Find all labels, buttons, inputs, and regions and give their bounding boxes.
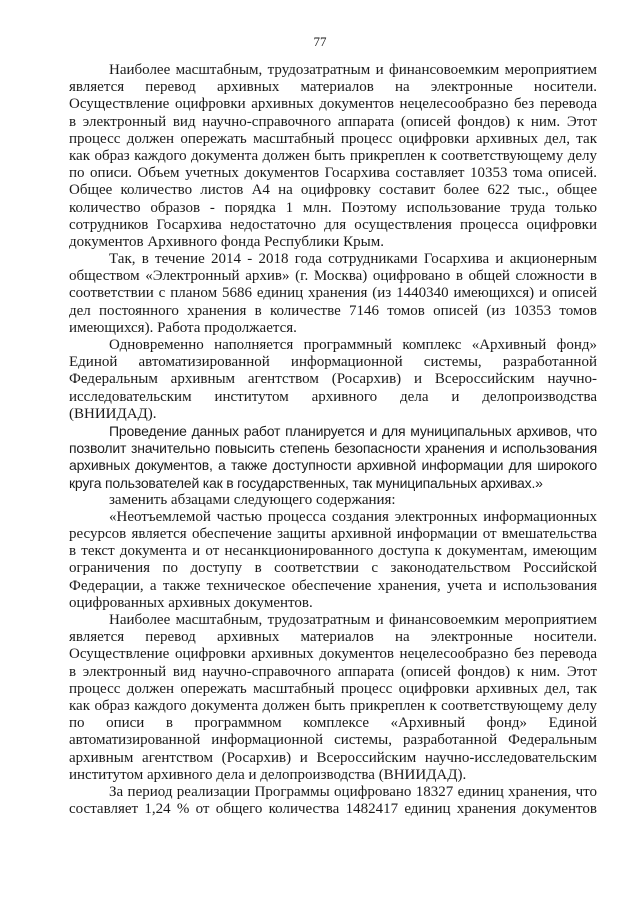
text-line: Одновременно наполняется программный комплекс «Архивный фонд» (109, 337, 597, 353)
text-line: обществом «Электронный архив» (г. Москва) оцифровано в общей сложности в (69, 268, 597, 285)
text-line: Общее количество листов А4 на оцифровку составит более 622 тыс., общее (69, 182, 597, 199)
text-line: ограничения по доступу в соответствии с законодательством Российской (69, 560, 597, 577)
text-line: количество образов - порядка 1 млн. Поэтому использование труда только (69, 199, 597, 216)
text-line: оцифрованных архивных документов. (69, 594, 313, 611)
text-line: позволит значительно повысить степень безопасности хранения и использования (69, 440, 597, 457)
text-line: является перевод архивных материалов на электронные носители. (69, 629, 597, 646)
text-line: институтом архивного дела и делопроизводства (ВНИИДАД). (69, 766, 467, 783)
paragraph (69, 337, 597, 423)
text-line: Наиболее масштабным, трудозатратным и финансовоемким мероприятием (109, 62, 597, 78)
text-line: Осуществление оцифровки архивных документов нецелесообразно без перевода (69, 96, 597, 113)
text-line: ресурсов является обеспечение защиты архивной информации от вмешательства (69, 526, 597, 543)
text-line: по описи. Объем учетных документов Госархива составляет 10353 тома описей. (69, 165, 597, 182)
text-line: круга пользователей как в государственных, так муниципальных архивах.» (69, 474, 543, 491)
page-number: 77 (313, 34, 327, 49)
text-line: (ВНИИДАД). (69, 405, 157, 422)
text-line: За период реализации Программы оцифровано 18327 единиц хранения, что (109, 783, 597, 800)
paragraph (69, 784, 597, 818)
paragraph (69, 62, 597, 251)
text-line: по описи в программном комплексе «Архивный фонд» Единой (69, 715, 597, 732)
text-line: Осуществление оцифровки архивных документов нецелесообразно без перевода (69, 646, 597, 663)
text-line: в электронный вид научно-справочного аппарата (описей фондов) к ним. Этот (69, 663, 597, 680)
text-line: процесс должен опережать масштабный процесс оцифровки архивных дел, так (69, 680, 597, 697)
text-line: дел постоянного хранения в количестве 7146 томов описей (из 10353 томов (69, 302, 597, 319)
paragraph (69, 509, 597, 612)
text-line: документов Архивного фонда Республики Крым. (69, 233, 384, 250)
text-line: исследовательским институтом архивного дела и делопроизводства (69, 388, 597, 405)
text-line: заменить абзацами следующего содержания: (109, 491, 396, 508)
text-line: в текст документа и от несанкционированного доступа к документам, имеющим (69, 543, 597, 560)
text-line: Федеральным архивным агентством (Росархив) и Всероссийским научно- (69, 371, 597, 388)
paragraph (69, 612, 597, 784)
text-line: автоматизированной информационной системы, разработанной Федеральным (69, 732, 597, 749)
text-line: «Неотъемлемой частью процесса создания электронных информационных (109, 508, 597, 525)
text-line: имеющихся). Работа продолжается. (69, 319, 297, 336)
paragraph (69, 492, 597, 509)
document-body (69, 62, 597, 818)
text-line: сотрудников Госархива недостаточно для осуществления процесса оцифровки (69, 216, 597, 233)
text-line: архивных документов, а также доступности архивной информации для широкого (69, 457, 597, 474)
text-line: как образ каждого документа должен быть прикреплен к соответствующему делу (69, 147, 597, 164)
text-line: как образ каждого документа должен быть прикреплен к соответствующему делу (69, 697, 597, 714)
text-line: Единой автоматизированной информационной системы, разработанной (69, 354, 597, 371)
paragraph (69, 423, 597, 492)
text-line: архивным агентством (Росархив) и Всероссийским научно-исследовательским (69, 749, 597, 766)
text-line: Проведение данных работ планируется и для муниципальных архивов, что (109, 422, 597, 439)
text-line: составляет 1,24 % от общего количества 1482417 единиц хранения документов (69, 801, 597, 818)
text-line: Наиболее масштабным, трудозатратным и финансовоемким мероприятием (109, 612, 597, 628)
text-line: соответствии с планом 5686 единиц хранения (из 1440340 имеющихся) и описей (69, 285, 597, 302)
text-line: Федерации, а также техническое обеспечение хранения, учета и использования (69, 577, 597, 594)
text-line: в электронный вид научно-справочного аппарата (описей фондов) к ним. Этот (69, 113, 597, 130)
paragraph (69, 251, 597, 337)
text-line: Так, в течение 2014 - 2018 года сотрудниками Госархива и акционерным (109, 251, 597, 268)
text-line: процесс должен опережать масштабный процесс оцифровки архивных дел, так (69, 130, 597, 147)
text-line: является перевод архивных материалов на электронные носители. (69, 79, 597, 96)
